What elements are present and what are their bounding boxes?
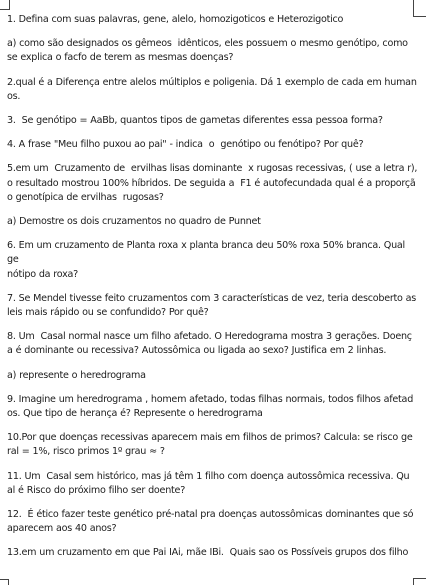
question-12: 12. É ético fazer teste genético pré-natal pra doenças autossômicas dominantes que só aparecem aos 40 anos? (7, 509, 414, 535)
question-9: 9. Imagine um heredrograma , homem afetado, todas filhas normais, todos filhos afetad os. Que tipo de herança é? Represente o heredrograma (7, 393, 414, 420)
page-corner-mark-bottom-left (0, 579, 9, 585)
question-6: 6. Em um cruzamento de Planta roxa x planta branca deu 50% roxa 50% branca. Qual ge nótipo da roxa? (7, 240, 405, 280)
question-2: 2.qual é a Diferença entre alelos múltiplos e poligenia. Dá 1 exemplo de cada em human os. (7, 76, 417, 102)
question-1a: a) como são designados os gêmeos idênticos, eles possuem o mesmo genótipo, como se explica o facfo de terem as mesmas doenças? (7, 38, 408, 64)
question-8a: a) represente o heredrograma (7, 369, 146, 381)
page-corner-mark-top-left (0, 0, 10, 10)
question-10: 10.Por que doenças recessivas aparecem mais em filhos de primos? Calcula: se risco ge ral = 1%, risco primos 1º grau ≈ ? (7, 432, 413, 458)
question-8: 8. Um Casal normal nasce um filho afetado. O Heredograma mostra 3 gerações. Doenç a é dominante ou recessiva? Autossômica ou ligada ao sexo? Justifica em 2 linhas. (7, 331, 412, 357)
question-11: 11. Um Casal sem histórico, mas já têm 1 filho com doença autossômica recessiva. Qu al é Risco do próximo filho ser doente? (7, 470, 410, 496)
question-1: 1. Defina com suas palavras, gene, alelo, homozigoticos e Heterozigotico (7, 14, 344, 25)
question-4: 4. A frase "Meu filho puxou ao pai" - indica o genótipo ou fenótipo? Por quê? (7, 139, 364, 151)
question-document (7, 13, 419, 571)
question-7: 7. Se Mendel tivesse feito cruzamentos com 3 características de vez, teria descoberto as leis mais rápido ou se confundido? Por quê? (7, 292, 417, 319)
question-13: 13.em um cruzamento em que Pai IAi, mãe IBi. Quais sao os Possíveis grupos dos filho (7, 547, 409, 559)
question-5: 5.em um Cruzamento de ervilhas lisas dominante x rugosas recessivas, ( use a letra r), o resultado mostrou 100% híbridos. De seguida a F1 é autofecundada qual é a proporçã o genotípica de ervilhas rugosas? (7, 163, 418, 203)
question-3: 3. Se genótipo = AaBb, quantos tipos de gametas diferentes essa pessoa forma? (7, 115, 383, 127)
question-5a: a) Demostre os dois cruzamentos no quadro de Punnet (7, 216, 261, 228)
page-corner-mark-bottom-right (413, 578, 426, 585)
